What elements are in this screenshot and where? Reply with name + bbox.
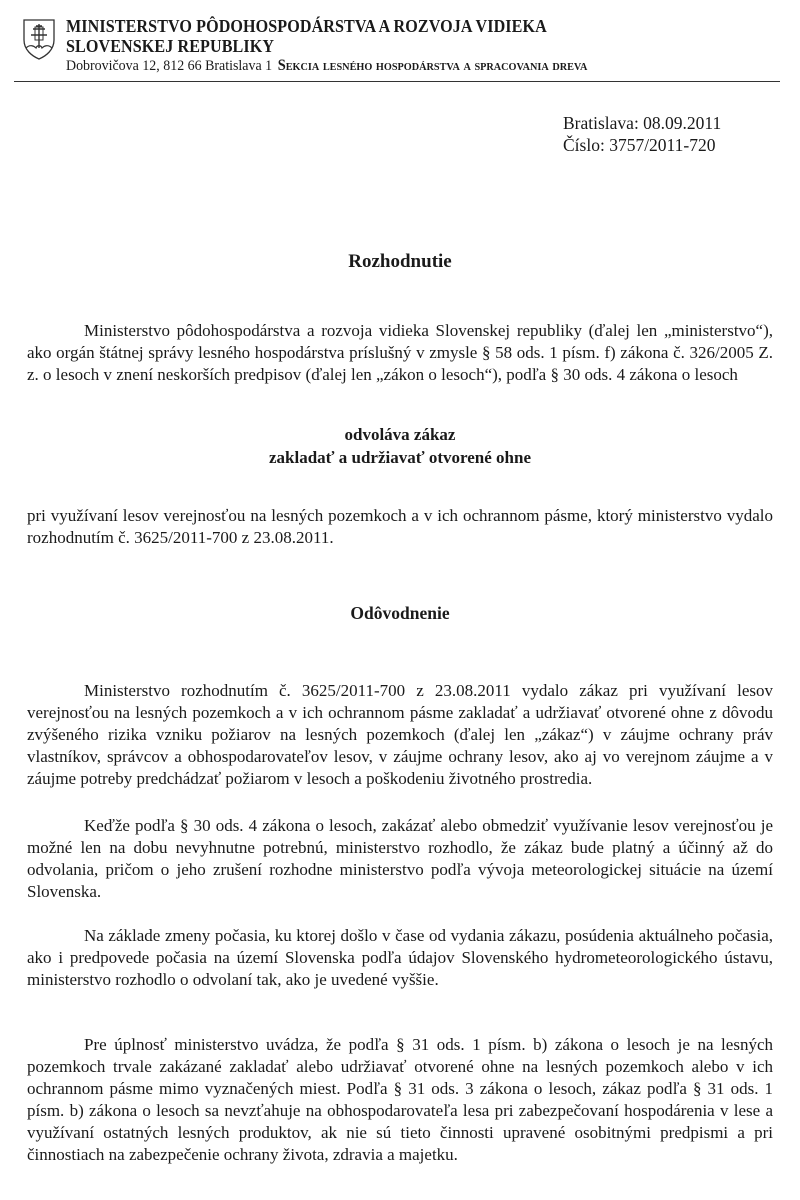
address-line [66, 56, 587, 76]
coat-of-arms-icon [22, 18, 56, 60]
justification-title: Odôvodnenie [350, 603, 450, 623]
verdict-line-2: zakladať a udržiavať otvorené ohne [268, 448, 531, 467]
decision-title: Rozhodnutie [348, 251, 452, 272]
document-number: Číslo: 3757/2011-720 [563, 135, 716, 155]
place-date: Bratislava: 08.09.2011 [563, 113, 722, 133]
decision-scope: pri využívaní lesov verejnosťou na lesných pozemkoch a v ich ochrannom pásme, ktorý ministerstvo vydalo rozhodnutím č. 3625/2011-700 z 23.08.2011. [27, 506, 773, 547]
section-name: Sekcia lesného hospodárstva a spracovania dreva [277, 57, 588, 74]
justification-paragraph: Na základe zmeny počasia, ku ktorej došlo v čase od vydania zákazu, posúdenia aktuálneho počasia, ako i predpovede počasia na území Slovenska podľa údajov Slovenského hydrometeorologického ústavu, ministerstvo rozhodlo o odvolaní tak, ako je uvedené vyššie. [27, 926, 773, 989]
justification-paragraph: Keďže podľa § 30 ods. 4 zákona o lesoch, zakázať alebo obmedziť využívanie lesov verejnosťou je možné len na dobu nevyhnutne potrebnú, ministerstvo rozhodlo, že zákaz bude platný a účinný až do odvolania, pričom o jeho zrušení rozhodne ministerstvo podľa vývoja meteorologickej situácie na území Slovenska. [27, 816, 773, 901]
ministry-country: SLOVENSKEJ REPUBLIKY [66, 36, 275, 56]
document-meta [563, 112, 721, 156]
address: Dobrovičova 12, 812 66 Bratislava 1 [66, 58, 273, 74]
ministry-name: MINISTERSTVO PÔDOHOSPODÁRSTVA A ROZVOJA VIDIEKA [66, 16, 547, 36]
justification-paragraph: Pre úplnosť ministerstvo uvádza, že podľa § 31 ods. 1 písm. b) zákona o lesoch je na lesných pozemkoch trvale zakázané zakladať alebo udržiavať otvorené ohne na lesných pozemkoch alebo v ich ochrannom pásme mimo vyznačených miest. Podľa § 31 ods. 3 zákona o lesoch, zákaz podľa § 31 ods. 1 písm. b) zákona o lesoch sa nevzťahuje na obhospodarovateľa lesa pri zabezpečovaní hospodárenia v lese a využívaní ostatných lesných produktov, ak nie sú tieto činnosti upravené osobitnými predpismi a pri činnostiach na zabezpečenie ochrany života, zdravia a majetku. [27, 1035, 773, 1164]
verdict-line-1: odvoláva zákaz [344, 425, 456, 444]
header-divider [14, 81, 780, 82]
justification-paragraph: Ministerstvo rozhodnutím č. 3625/2011-700 z 23.08.2011 vydalo zákaz pri využívaní lesov verejnosťou na lesných pozemkoch a v ich ochrannom pásme zakladať a udržiavať otvorené ohne z dôvodu zvýšeného rizika vzniku požiarov na lesných pozemkoch (ďalej len „zákaz“) v záujme ochrany práv vlastníkov, správcov a obhospodarovateľov lesov, v záujme ochrany lesov, ako aj vo verejnom záujme a v záujme potreby predchádzať požiarom v lesoch a poškodeniu životného prostredia. [27, 681, 773, 788]
decision-intro: Ministerstvo pôdohospodárstva a rozvoja vidieka Slovenskej republiky (ďalej len „ministerstvo“), ako orgán štátnej správy lesného hospodárstva príslušný v zmysle § 58 ods. 1 písm. f) zákona č. 326/2005 Z. z. o lesoch v znení neskorších predpisov (ďalej len „zákon o lesoch“), podľa § 30 ods. 4 zákona o lesoch [27, 321, 773, 384]
